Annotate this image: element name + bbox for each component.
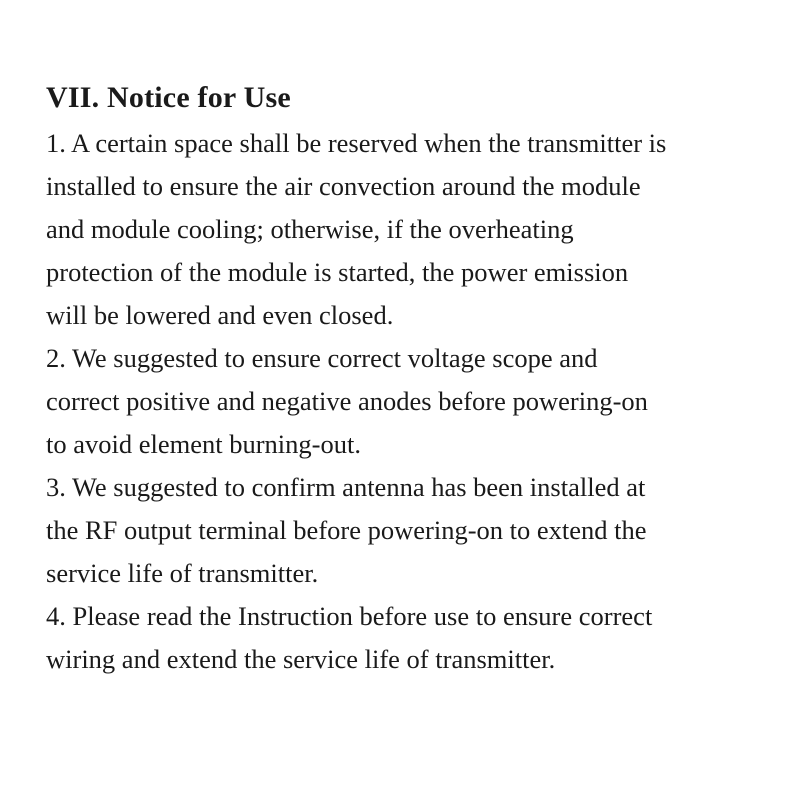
notice-line: will be lowered and even closed. [46, 300, 394, 330]
notice-line: wiring and extend the service life of transmitter. [46, 644, 556, 674]
notice-line: service life of transmitter. [46, 558, 319, 588]
notice-line: to avoid element burning-out. [46, 429, 361, 459]
notice-item-2 [46, 337, 766, 466]
notice-line: 1. A certain space shall be reserved when the transmitter is [46, 128, 667, 158]
notice-line: 4. Please read the Instruction before use to ensure correct [46, 601, 653, 631]
notice-line: correct positive and negative anodes before powering-on [46, 386, 648, 416]
notice-line: and module cooling; otherwise, if the overheating [46, 214, 574, 244]
notice-item-3 [46, 466, 766, 595]
notice-line: 2. We suggested to ensure correct voltage scope and [46, 343, 598, 373]
notice-list [46, 122, 766, 681]
notice-line: installed to ensure the air convection around the module [46, 171, 641, 201]
notice-item-1 [46, 122, 766, 337]
notice-line: protection of the module is started, the power emission [46, 257, 629, 287]
notice-item-4 [46, 595, 766, 681]
notice-line: the RF output terminal before powering-on to extend the [46, 515, 647, 545]
notice-line: 3. We suggested to confirm antenna has been installed at [46, 472, 646, 502]
section-title: VII. Notice for Use [46, 81, 291, 114]
